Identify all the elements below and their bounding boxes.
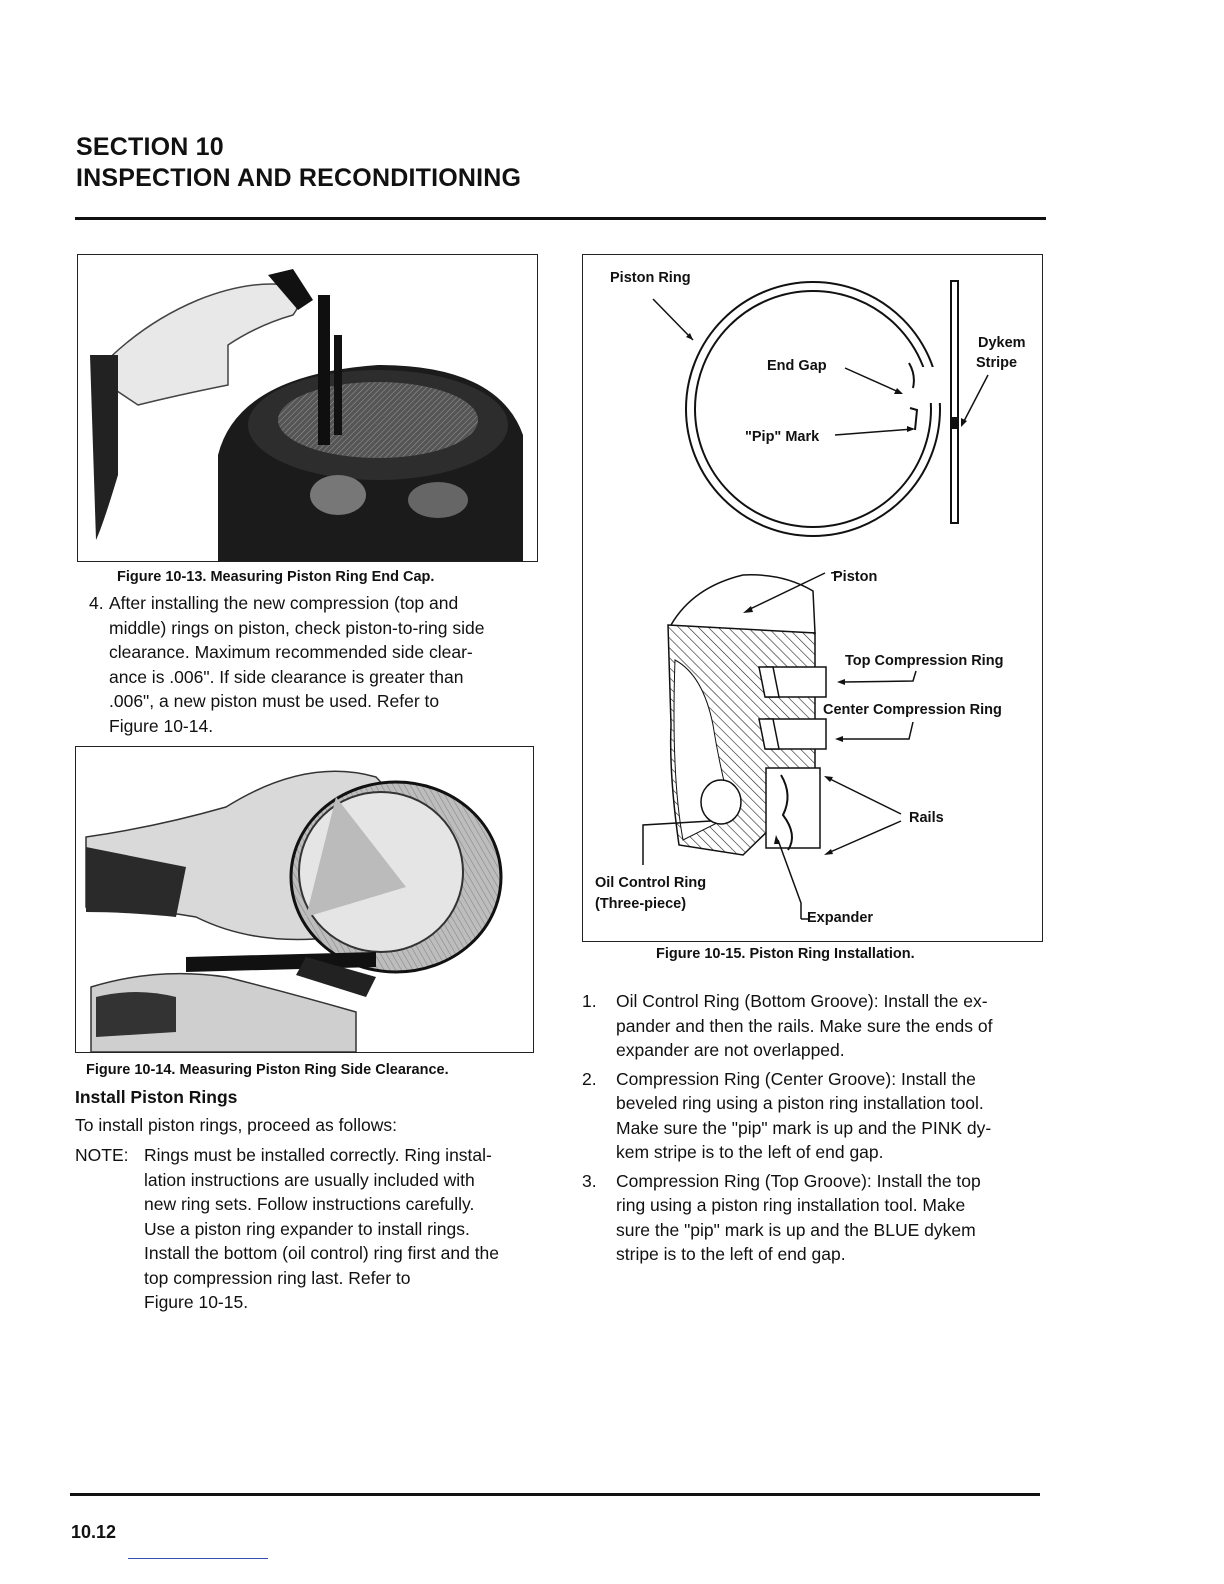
install-intro: To install piston rings, proceed as follows: (75, 1115, 397, 1135)
page-number: 10.12 (71, 1522, 117, 1542)
oil-control-ring-shape (766, 768, 820, 848)
text-line: Compression Ring (Center Groove): Install the (616, 1068, 976, 1089)
label-rails: Rails (909, 810, 944, 826)
figure-10-15-caption: Figure 10-15. Piston Ring Installation. (656, 946, 915, 962)
step-4 (89, 591, 539, 738)
text-line: top compression ring last. Refer to (144, 1267, 411, 1288)
text-line: Oil Control Ring (Bottom Groove): Install the ex- (616, 991, 988, 1011)
text-line: new ring sets. Follow instructions carefully. (144, 1194, 475, 1214)
list-item (582, 989, 1042, 1063)
label-piston: Piston (833, 569, 878, 585)
text-line: clearance. Maximum recommended side clear- (109, 642, 473, 662)
text-line: sure the "pip" mark is up and the BLUE dykem (616, 1219, 976, 1240)
text-line: Use a piston ring expander to install rings. (144, 1218, 470, 1239)
footer-rule (70, 1493, 1040, 1496)
label-dykem: Dykem (978, 335, 1026, 351)
figure-10-15-diagram (582, 254, 1043, 942)
photo-measuring-end-gap (78, 255, 537, 561)
text-line: Figure 10-15. (144, 1292, 249, 1312)
text-line: ance is .006". If side clearance is greater than (109, 666, 464, 687)
text-line: Make sure the "pip" mark is up and the PINK dy- (616, 1117, 992, 1138)
section-title: INSPECTION AND RECONDITIONING (76, 164, 522, 192)
section-number: SECTION 10 (76, 133, 224, 161)
photo-measuring-side-clearance (76, 747, 533, 1052)
label-stripe: Stripe (976, 355, 1018, 371)
text-line: pander and then the rails. Make sure the ends of (616, 1015, 993, 1036)
step-number: 2. (582, 1068, 597, 1089)
text-line: After installing the new compression (top and (109, 593, 459, 613)
label-top-compression-ring: Top Compression Ring (845, 653, 1004, 669)
text-line: Figure 10-14. (109, 715, 214, 736)
text-line: Compression Ring (Top Groove): Install the top (616, 1170, 981, 1191)
installation-steps (582, 989, 1042, 1267)
piston-ring-outer (686, 282, 940, 536)
text-line: expander are not overlapped. (616, 1040, 845, 1060)
text-line: stripe is to the left of end gap. (616, 1244, 846, 1264)
label-expander: Expander (807, 910, 874, 926)
list-item (582, 1169, 1042, 1267)
figure-10-14-caption: Figure 10-14. Measuring Piston Ring Side Clearance. (86, 1062, 449, 1078)
header-rule (75, 217, 1046, 220)
text-line: Install the bottom (oil control) ring first and the (144, 1243, 500, 1263)
label-center-compression-ring: Center Compression Ring (823, 702, 1002, 718)
step-number: 1. (582, 991, 597, 1011)
note-text (144, 1143, 544, 1315)
label-three-piece: (Three-piece) (595, 896, 687, 912)
figure-10-13-photo (77, 254, 538, 562)
text-line: Rings must be installed correctly. Ring instal- (144, 1145, 492, 1165)
text-line: beveled ring using a piston ring installation tool. (616, 1093, 984, 1113)
figure-10-14-photo (75, 746, 534, 1053)
label-end-gap: End Gap (767, 358, 827, 374)
step-4-number: 4. (89, 593, 104, 613)
text-line: .006", a new piston must be used. Refer to (109, 691, 440, 711)
install-piston-rings-heading: Install Piston Rings (75, 1087, 238, 1107)
text-line: middle) rings on piston, check piston-to-ring side (109, 617, 485, 638)
footer-underline (128, 1558, 268, 1559)
label-oil-control-ring: Oil Control Ring (595, 875, 707, 891)
note-label: NOTE: (75, 1145, 129, 1165)
label-pip-mark: "Pip" Mark (745, 429, 820, 445)
ring-side-view (951, 281, 958, 523)
text-line: lation instructions are usually included with (144, 1169, 475, 1190)
text-line: ring using a piston ring installation tool. Make (616, 1195, 966, 1215)
label-piston-ring: Piston Ring (610, 270, 691, 286)
step-4-text (109, 591, 539, 738)
list-item (582, 1067, 1042, 1165)
piston-ring-diagram (583, 255, 1042, 941)
piston-ring-inner (695, 291, 931, 527)
figure-10-13-caption: Figure 10-13. Measuring Piston Ring End Cap. (117, 569, 435, 585)
step-number: 3. (582, 1170, 597, 1191)
text-line: kem stripe is to the left of end gap. (616, 1142, 884, 1162)
